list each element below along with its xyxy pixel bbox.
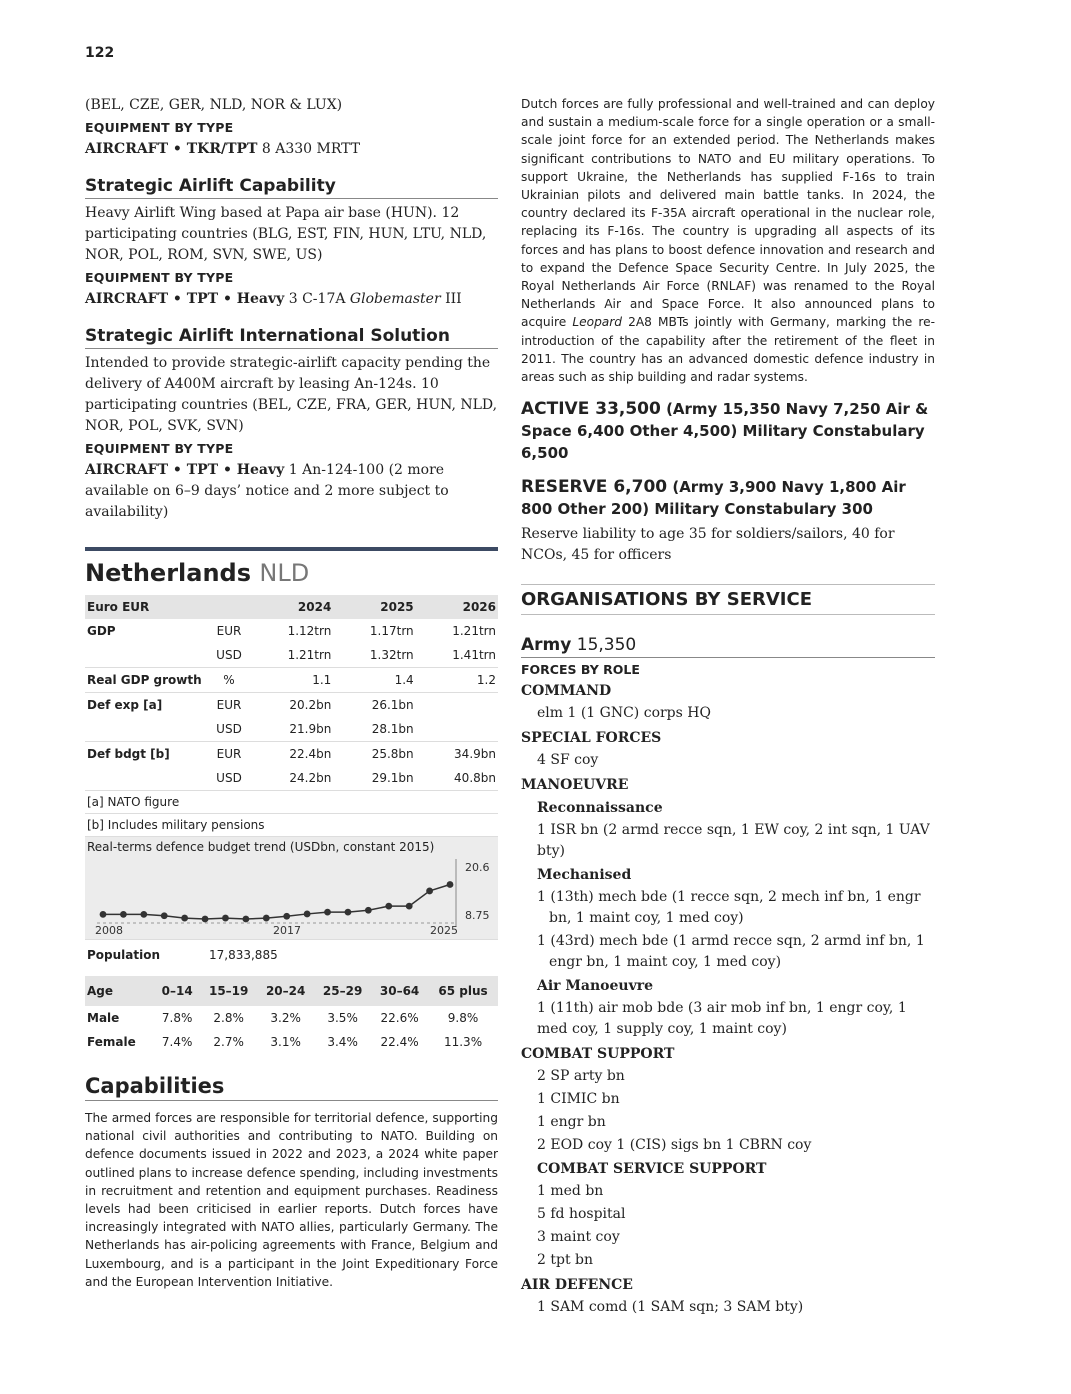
equipment-lead: AIRCRAFT • TPT • Heavy [85, 462, 285, 478]
table-row [85, 1006, 498, 1030]
table-cell: 40.8bn [416, 766, 498, 791]
table-header-cell: Age [85, 976, 154, 1006]
table-cell: 34.9bn [454, 747, 496, 761]
list-item: 1 (43rd) mech bde (1 armd recce sqn, 2 armd inf bn, 1 engr bn, 1 maint coy, 1 med coy) [537, 933, 925, 971]
list-item: 2 tpt bn [537, 1252, 593, 1269]
row-label: GDP [87, 624, 116, 638]
row-currency: USD [207, 717, 251, 742]
list-item: 1 (13th) mech bde (1 recce sqn, 2 mech inf bn, 1 engr bn, 1 maint coy, 1 med coy) [537, 889, 921, 927]
country-code: NLD [259, 559, 310, 587]
capabilities-title: Capabilities [85, 1074, 498, 1101]
multinational-countries: (BEL, CZE, GER, NLD, NOR & LUX) [85, 97, 343, 113]
list-item: 1 (11th) air mob bde (3 air mob inf bn, 1 engr coy, 1 med coy, 1 supply coy, 1 maint coy) [537, 1000, 907, 1038]
equipment-text: 3 C-17A [284, 291, 350, 307]
table-row [85, 693, 498, 718]
equipment-text: 8 A330 MRTT [257, 141, 361, 157]
trend-point [365, 907, 372, 914]
equipment-lead: AIRCRAFT • TPT • Heavy [85, 291, 285, 307]
equipment-text: 1 An-124-100 (2 more available on 6–9 days’ notice and 2 more subject to availability) [85, 462, 449, 520]
trend-marks [100, 881, 454, 922]
trend-point [263, 915, 270, 922]
equipment-line [85, 289, 498, 310]
table-header-cell: 30–64 [371, 976, 428, 1006]
population-row [85, 940, 498, 970]
text-run-italic: Leopard [572, 315, 623, 330]
list-item: 5 fd hospital [537, 1206, 626, 1223]
trend-point [100, 911, 107, 918]
trend-point [161, 912, 168, 919]
equipment-text: III [440, 291, 462, 307]
row-label: Def exp [a] [87, 698, 163, 712]
subcategory-reconnaissance: Reconnaissance [537, 800, 663, 817]
trend-sparkline [85, 857, 498, 939]
list-item: 2 EOD coy 1 (CIS) sigs bn 1 CBRN coy [537, 1137, 812, 1154]
table-cell: 2.8% [213, 1011, 244, 1025]
row-label: Real GDP growth [85, 668, 207, 693]
trend-title: Real-terms defence budget trend (USDbn, constant 2015) [87, 840, 435, 854]
table-cell: 3.1% [270, 1035, 301, 1049]
age-table [85, 976, 498, 1054]
trend-point [426, 888, 433, 895]
row-currency: EUR [216, 624, 242, 638]
category-air-defence: AIR DEFENCE [521, 1277, 633, 1294]
capabilities-text-continued [521, 95, 935, 386]
capabilities-text: The armed forces are responsible for territorial defence, supporting national civil authorities and contributing to NATO. Building on defence documents issued in 2022 and 2023, a 2024 white paper outlined plans to increase defence spending, including investments in recruitment and retention and equipment purchases. Readiness levels had been criticised in earlier reports. Dutch forces have increasingly integrated with NATO allies, particularly Germany. The Netherlands has air-policing agreements with France, Belgium and Luxembourg, and is a participant in the Joint Expeditionary Force and the European Intervention Initiative. [85, 1111, 498, 1289]
reserve-strength [521, 476, 935, 520]
table-row [85, 766, 498, 791]
trend-y-label: 8.75 [465, 909, 490, 922]
category-manoeuvre: MANOEUVRE [521, 777, 629, 794]
subcategory-mechanised: Mechanised [537, 867, 632, 884]
trend-x-label: 2025 [430, 924, 458, 937]
table-header-cell: 65 plus [428, 976, 498, 1006]
text-run: 2A8 MBTs jointly with Germany, marking the re-introduction of the capability after the retirement of the fleet in 2011. The country has an advanced domestic defence industry in areas such as ship building and radar systems. [521, 315, 935, 385]
left-column [85, 95, 498, 1291]
row-currency: EUR [216, 698, 242, 712]
page-number: 122 [85, 45, 115, 61]
equipment-line [85, 139, 498, 160]
trend-point [202, 916, 209, 923]
list-item: 1 engr bn [537, 1114, 606, 1131]
table-row [85, 742, 498, 767]
list-item: 4 SF coy [537, 752, 599, 769]
budget-trend-chart [85, 837, 498, 940]
salis-description: Intended to provide strategic-airlift capacity pending the delivery of A400M aircraft by leasing An-124s. 10 participating countries (BEL, CZE, FRA, GER, HUN, NLD, NOR, POL, SVK, SVN) [85, 355, 498, 434]
table-header-cell: 15–19 [200, 976, 257, 1006]
population-label: Population [87, 948, 161, 962]
list-item: elm 1 (1 GNC) corps HQ [537, 705, 711, 722]
table-header-row [85, 976, 498, 1006]
trend-point [140, 911, 147, 918]
sac-description: Heavy Airlift Wing based at Papa air base (HUN). 12 participating countries (BLG, EST, FIN, HUN, LTU, NLD, NOR, POL, ROM, SVN, SWE, US) [85, 205, 487, 263]
reserve-detail: (Army 3,900 Navy 1,800 Air 800 Other 200) Military Constabulary 300 [521, 478, 906, 519]
table-cell: 1.12trn [287, 624, 332, 638]
reserve-note: Reserve liability to age 35 for soldiers/sailors, 40 for NCOs, 45 for officers [521, 526, 895, 564]
table-cell: 28.1bn [333, 717, 415, 742]
table-cell: 9.8% [447, 1011, 479, 1025]
equipment-header: EQUIPMENT BY TYPE [85, 120, 234, 135]
active-strength [521, 398, 935, 464]
trend-point [406, 903, 413, 910]
equipment-header: EQUIPMENT BY TYPE [85, 270, 234, 285]
equipment-line [85, 460, 498, 523]
army-name: Army [521, 635, 572, 656]
category-combat-service-support: COMBAT SERVICE SUPPORT [537, 1161, 767, 1178]
table-header-cell: 2024 [251, 595, 333, 619]
table-row [85, 668, 498, 693]
army-heading [521, 635, 935, 658]
economic-table [85, 595, 498, 791]
table-cell: 1.1 [251, 668, 333, 693]
table-cell: 1.41trn [416, 643, 498, 668]
table-header-cell: Euro EUR [85, 595, 207, 619]
table-cell: 1.32trn [333, 643, 415, 668]
table-cell: 1.21trn [251, 643, 333, 668]
country-divider [85, 547, 498, 551]
table-cell: 1.4 [333, 668, 415, 693]
active-lead: ACTIVE 33,500 [521, 399, 661, 420]
country-name: Netherlands [85, 559, 252, 587]
category-combat-support: COMBAT SUPPORT [521, 1046, 675, 1063]
trend-point [222, 915, 229, 922]
right-column [521, 95, 935, 1320]
table-cell: 20.2bn [289, 698, 332, 712]
table-cell: Female [87, 1035, 136, 1049]
table-note: [b] Includes military pensions [85, 814, 498, 837]
trend-point [385, 903, 392, 910]
table-cell: 22.4% [380, 1035, 419, 1049]
table-cell: 7.8% [161, 1011, 193, 1025]
table-cell: Male [87, 1011, 120, 1025]
table-cell: 1.2 [416, 668, 498, 693]
row-currency: USD [207, 766, 251, 791]
table-header-cell: 25–29 [314, 976, 371, 1006]
table-row [85, 1030, 498, 1054]
row-label: Def bdgt [b] [87, 747, 170, 761]
table-cell: 26.1bn [371, 698, 414, 712]
equipment-name: Globemaster [349, 291, 441, 307]
table-cell: 7.4% [161, 1035, 193, 1049]
table-header-cell: 0–14 [154, 976, 200, 1006]
table-header-cell [207, 595, 251, 619]
trend-x-label: 2017 [273, 924, 301, 937]
table-row [85, 619, 498, 643]
equipment-lead: AIRCRAFT • TKR/TPT [85, 141, 258, 157]
forces-by-role-header: FORCES BY ROLE [521, 662, 640, 678]
trend-point [181, 915, 188, 922]
trend-x-label: 2008 [95, 924, 123, 937]
table-header-cell: 2026 [416, 595, 498, 619]
row-label [85, 766, 207, 791]
row-label [85, 717, 207, 742]
list-item: 2 SP arty bn [537, 1068, 625, 1085]
table-cell: 21.9bn [251, 717, 333, 742]
table-cell: 3.2% [270, 1011, 301, 1025]
trend-point [324, 909, 331, 916]
table-cell: 1.21trn [452, 624, 496, 638]
trend-y-label: 20.6 [465, 861, 490, 874]
table-cell: 3.5% [327, 1011, 358, 1025]
population-value: 17,833,885 [209, 948, 278, 962]
table-cell: 22.4bn [289, 747, 332, 761]
table-header-cell: 20–24 [257, 976, 314, 1006]
table-header-cell: 2025 [333, 595, 415, 619]
trend-point [120, 911, 127, 918]
trend-point [304, 911, 311, 918]
table-cell: 1.17trn [369, 624, 414, 638]
list-item: 1 SAM comd (1 SAM sqn; 3 SAM bty) [537, 1299, 804, 1316]
trend-point [242, 916, 249, 923]
trend-point [283, 913, 290, 920]
equipment-header: EQUIPMENT BY TYPE [85, 441, 234, 456]
category-command: COMMAND [521, 683, 612, 700]
table-cell: 24.2bn [251, 766, 333, 791]
organisations-title: ORGANISATIONS BY SERVICE [521, 584, 935, 615]
active-detail: (Army 15,350 Navy 7,250 Air & Space 6,400 Other 4,500) Military Constabulary 6,500 [521, 400, 929, 463]
trend-point [447, 881, 454, 888]
list-item: 1 ISR bn (2 armd recce sqn, 1 EW coy, 2 int sqn, 1 UAV bty) [537, 822, 930, 860]
trend-line [103, 885, 450, 920]
reserve-lead: RESERVE 6,700 [521, 477, 668, 498]
section-title-sac: Strategic Airlift Capability [85, 176, 498, 199]
table-cell [416, 717, 498, 742]
army-count: 15,350 [571, 635, 637, 656]
table-cell: 2.7% [213, 1035, 244, 1049]
table-cell: 22.6% [380, 1011, 419, 1025]
list-item: 3 maint coy [537, 1229, 620, 1246]
list-item: 1 med bn [537, 1183, 604, 1200]
list-item: 1 CIMIC bn [537, 1091, 620, 1108]
row-currency: % [207, 668, 251, 693]
table-cell: 25.8bn [371, 747, 414, 761]
country-title [85, 559, 498, 587]
table-cell: 29.1bn [333, 766, 415, 791]
row-label [85, 643, 207, 668]
trend-point [345, 909, 352, 916]
table-cell: 3.4% [327, 1035, 358, 1049]
table-cell: 11.3% [443, 1035, 483, 1049]
table-row [85, 717, 498, 742]
table-row [85, 643, 498, 668]
row-currency: EUR [216, 747, 242, 761]
table-note: [a] NATO figure [85, 791, 498, 814]
row-currency: USD [207, 643, 251, 668]
table-cell [416, 693, 498, 718]
section-title-salis: Strategic Airlift International Solution [85, 326, 498, 349]
text-run: Dutch forces are fully professional and well-trained and can deploy and sustain a medium-scale force for a single operation or a small-scale joint force for an extended period. The Netherlands makes significant contributions to NATO and EU military operations. To support Ukraine, the Netherlands has supplied F-16s to train Ukrainian pilots and delivered main battle tanks. In 2024, the country declared its F-35A aircraft operational in the nuclear role, replacing its F-16s. The country is upgrading all aspects of its forces and has plans to boost defence innovation and research and to expand the Defence Space Security Centre. In July 2025, the Royal Netherlands Air Force (RNLAF) was renamed to the Royal Netherlands Air and Space Force. It also announced plans to acquire [521, 97, 935, 330]
subcategory-air-manoeuvre: Air Manoeuvre [537, 978, 654, 995]
category-special-forces: SPECIAL FORCES [521, 730, 662, 747]
table-header-row [85, 595, 498, 619]
